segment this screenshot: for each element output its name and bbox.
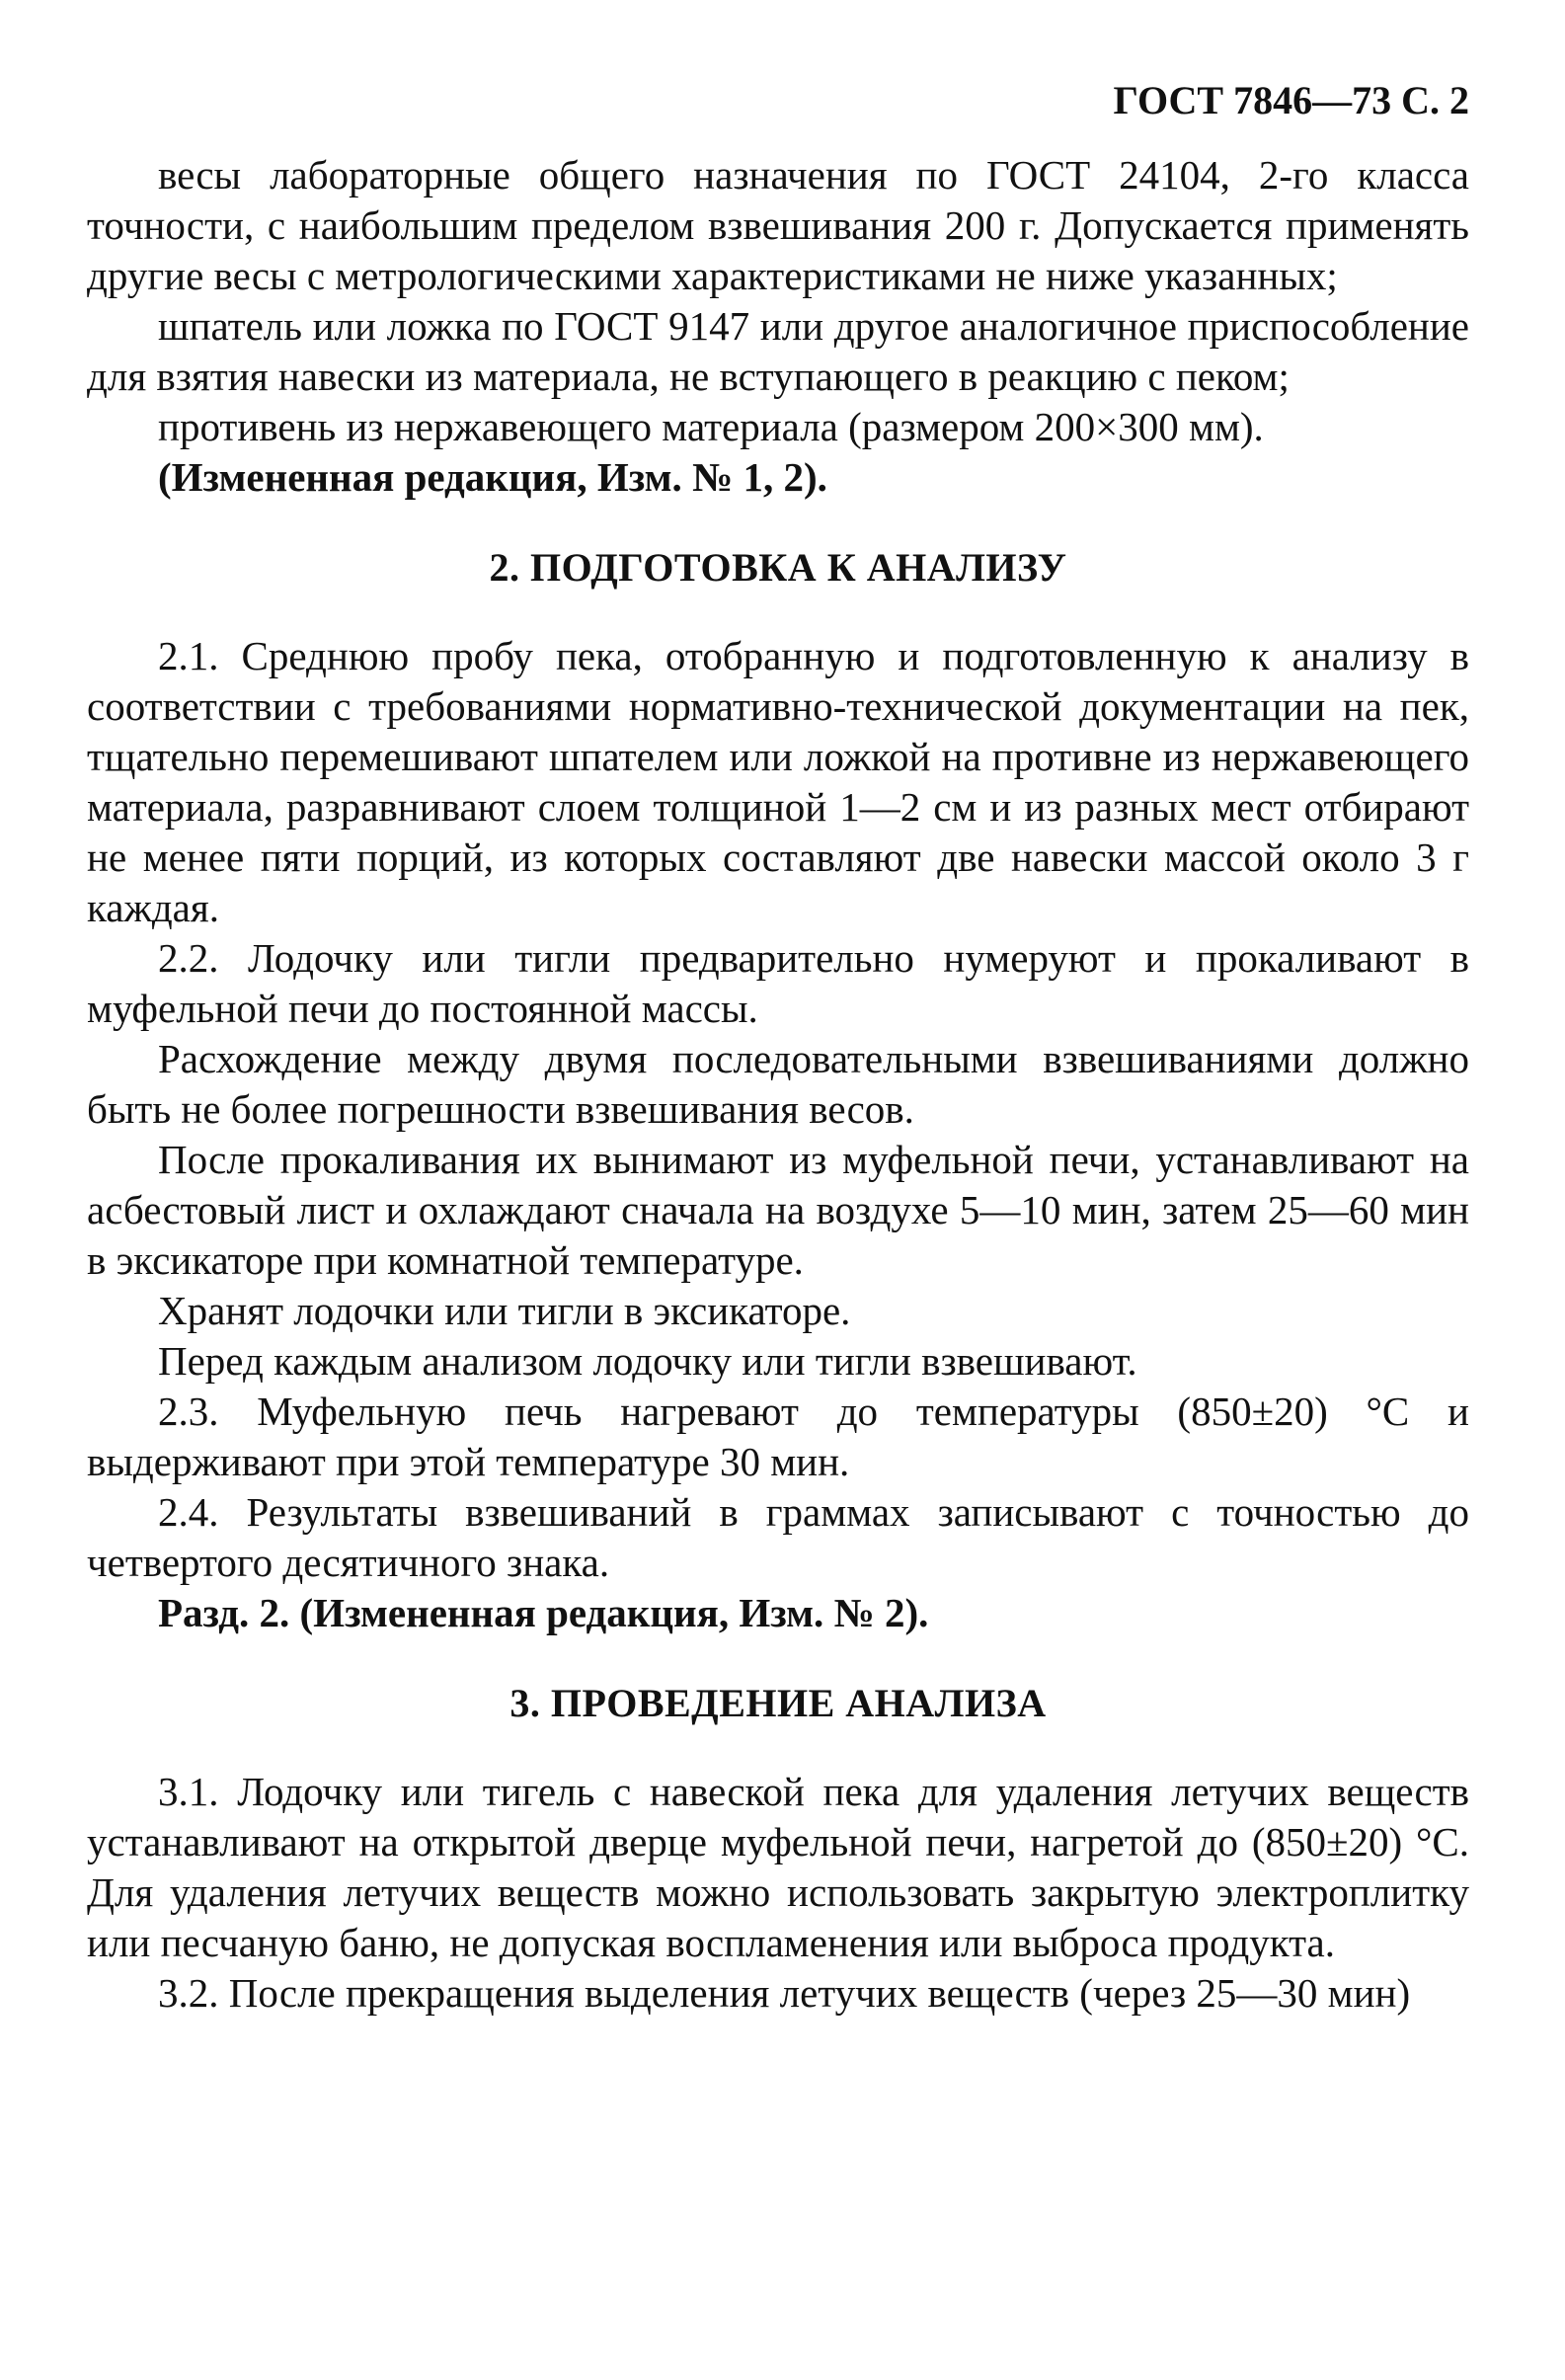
paragraph-2-4: 2.4. Результаты взвешиваний в граммах записывают с точностью до четвертого десятичного знака. [87,1489,1469,1585]
running-head: ГОСТ 7846—73 С. 2 [1113,78,1469,122]
paragraph-calcination: После прокаливания их вынимают из муфельной печи, устанавливают на асбестовый лист и охлаждают сначала на воздухе 5—10 мин, затем 25—60 мин в эксикаторе при комнатной температуре. [87,1137,1469,1283]
paragraph-2-2: 2.2. Лодочку или тигли предварительно нумеруют и прокаливают в муфельной печи до постоянной массы. [87,935,1469,1031]
paragraph-balance: весы лабораторные общего назначения по ГОСТ 24104, 2-го класса точности, с наибольшим пределом взвешивания 200 г. Допускается применять другие весы с метрологическими характеристиками не ниже указанных; [87,152,1469,298]
paragraph-3-1: 3.1. Лодочку или тигель с навеской пека для удаления летучих веществ устанавливают на открытой дверце муфельной печи, нагретой до (850±20) °С. Для удаления летучих веществ можно использовать закрытую электроплитку или песчаную баню, не допуская воспламенения или выброса продукта. [87,1769,1469,1965]
amendment-note-1: (Измененная редакция, Изм. № 1, 2). [158,454,827,500]
paragraph-spatula: шпатель или ложка по ГОСТ 9147 или другое аналогичное приспособление для взятия навески из материала, не вступающего в реакцию с пеком; [87,303,1469,399]
paragraph-2-3: 2.3. Муфельную печь нагревают до температуры (850±20) °С и выдерживают при этой температуре 30 мин. [87,1388,1469,1484]
paragraph-storage: Хранят лодочки или тигли в эксикаторе. [158,1288,851,1333]
paragraph-3-2: 3.2. После прекращения выделения летучих веществ (через 25—30 мин) [158,1970,1411,2016]
amendment-note-2: Разд. 2. (Измененная редакция, Изм. № 2). [158,1590,929,1635]
paragraph-weighing: Перед каждым анализом лодочку или тигли взвешивают. [158,1338,1137,1384]
paragraph-discrepancy: Расхождение между двумя последовательными взвешиваниями должно быть не более погрешности взвешивания весов. [87,1036,1469,1132]
document-page [87,71,1469,2019]
section-3-heading: 3. ПРОВЕДЕНИЕ АНАЛИЗА [509,1681,1047,1725]
paragraph-2-1: 2.1. Среднюю пробу пека, отобранную и подготовленную к анализу в соответствии с требованиями нормативно-технической документации на пек, тщательно перемешивают шпателем или ложкой на противне из нержавеющего материала, разравнивают слоем толщиной 1—2 см и из разных мест отбирают не менее пяти порций, из которых составляют две навески массой около 3 г каждая. [87,633,1469,930]
paragraph-tray: противень из нержавеющего материала (размером 200×300 мм). [158,404,1264,449]
section-2-heading: 2. ПОДГОТОВКА К АНАЛИЗУ [489,545,1067,590]
